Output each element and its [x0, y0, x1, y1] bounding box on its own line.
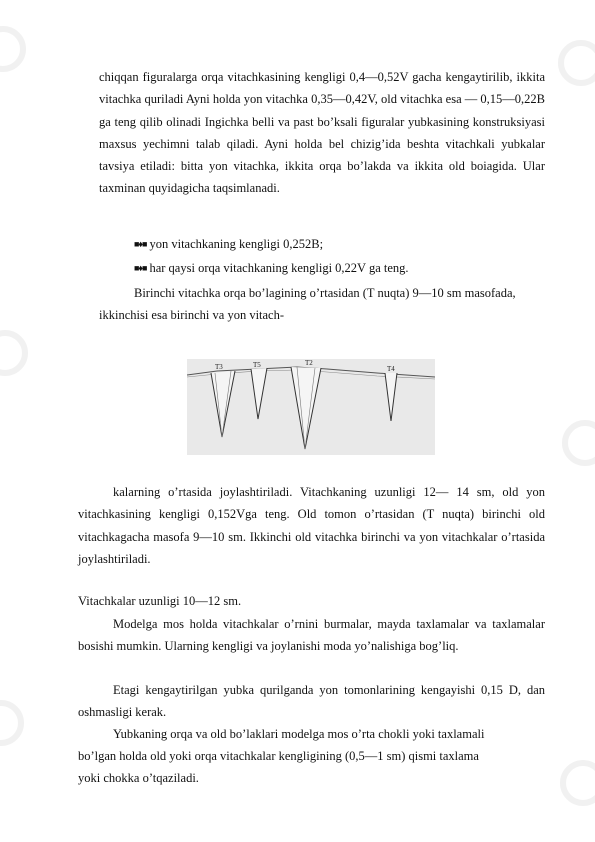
paragraph-seams — [78, 723, 558, 789]
paragraph-text: Modelga mos holda vitachkalar o’rnini burmalar, mayda taxlamalar va taxlamalar bosishi mumkin. Ularning kengligi va joylanishi moda yo’nalishiga bog’liq. — [78, 617, 545, 654]
watermark-mark — [558, 40, 595, 86]
paragraph-line — [78, 723, 558, 745]
paragraph-text: kalarning o’rtasida joylashtiriladi. Vitachkaning uzunligi 12— 14 sm, old yon vitachkasining kengligi 0,152Vga teng. Old tomon o’rtasidan (T nuqta) birinchi old vitachkagacha masofa 9—10 sm. Ikkinchi old vitachka birinchi va yon vitachkalar o’rtasida joylashtiriladi. — [78, 485, 545, 566]
paragraph-pleats — [78, 613, 545, 658]
bullet-icon: ■♦■ — [134, 239, 147, 249]
dart-diagram-figure — [187, 359, 435, 455]
paragraph-first-dart — [99, 282, 545, 327]
list-item-back-dart — [134, 257, 409, 280]
paragraph-dart-placement — [78, 481, 545, 570]
paragraph-intro: chiqqan figuralarga orqa vitachkasining kengligi 0,4—0,52V gacha kengaytirilib, ikkita vitachka quriladi Ayni holda yon vitachka 0,35—0,42V, old vitachka esa — 0,15—0,22B ga teng qilib olinadi Ingichka belli va past bo’ksali figuralar yubkasining konstruksiyasi maxsus yechimni talab qiladi. Ayni holda bel chizig’ida beshta vitachkali yubkalar tavsiya etiladi: bitta yon vitachka, ikkita orqa bo’lakda va ikkita old boiagida. Ular taxminan quyidagicha taqsimlanadi. — [99, 70, 545, 196]
dart-label-t4: T4 — [387, 365, 395, 373]
paragraph-text: Yubkaning orqa va old bo’laklari modelga mos o’rta chokli yoki taxlamali — [113, 727, 485, 741]
dart-label-t3: T3 — [215, 363, 223, 371]
dart-label-t2: T2 — [305, 359, 313, 367]
watermark-mark — [0, 330, 28, 376]
paragraph-text: Birinchi vitachka orqa bo’lagining o’rtasidan (T nuqta) 9—10 sm masofada, ikkinchisi esa birinchi va yon vitach- — [99, 286, 516, 323]
list-item-text: har qaysi orqa vitachkaning kengligi 0,22V ga teng. — [149, 261, 409, 275]
paragraph-text: Etagi kengaytirilgan yubka qurilganda yon tomonlarining kengayishi 0,15 D, dan oshmasligi kerak. — [78, 683, 545, 720]
list-item-text: yon vitachkaning kengligi 0,252B; — [149, 237, 324, 251]
paragraph-line: bo’lgan holda old yoki orqa vitachkalar kengligining (0,5—1 sm) qismi taxlama — [78, 749, 479, 763]
paragraph-line: yoki chokka o’tqaziladi. — [78, 771, 199, 785]
paragraph-flared-skirt — [78, 679, 545, 724]
watermark-mark — [0, 26, 26, 72]
paragraph-dart-length: Vitachkalar uzunligi 10—12 sm. — [78, 594, 242, 608]
watermark-mark — [0, 700, 24, 746]
bullet-icon: ■♦■ — [134, 263, 147, 273]
list-item-side-dart — [134, 233, 323, 256]
dart-label-t5: T5 — [253, 361, 261, 369]
watermark-mark — [562, 420, 595, 466]
watermark-mark — [560, 760, 595, 806]
